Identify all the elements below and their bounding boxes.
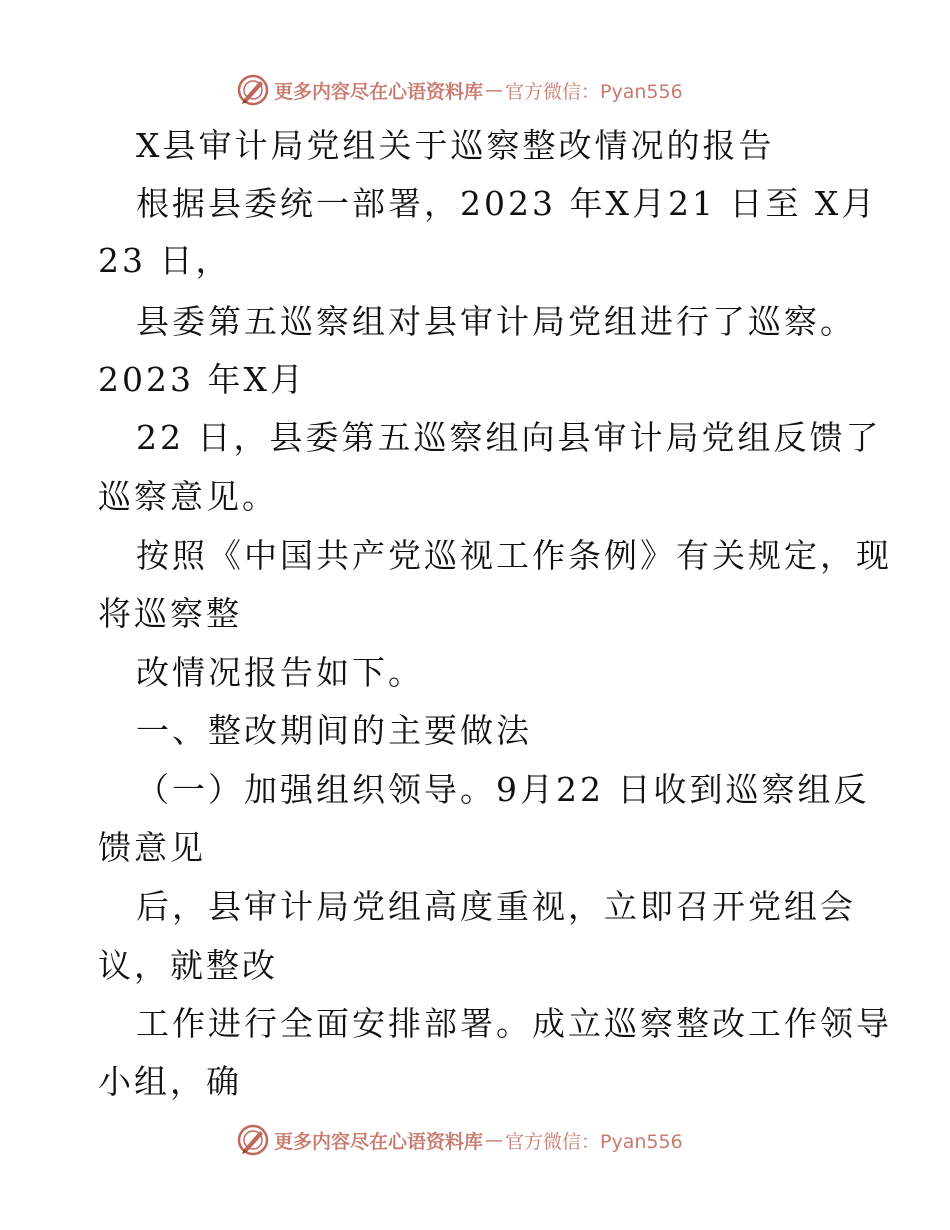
watermark-dash: — [485,79,504,101]
paragraph-line: 22 日，县委第五巡察组向县审计局党组反馈了 [136,418,882,457]
paragraph-line: 小组，确 [98,1062,242,1101]
paragraph-line: 巡察意见。 [98,477,278,516]
paragraph-line: 后，县审计局党组高度重视，立即召开党组会 [136,887,856,926]
pen-logo-icon [236,73,270,107]
paragraph-line: 改情况报告如下。 [136,653,424,692]
paragraph-line: 议，就整改 [98,946,278,985]
watermark-title: 更多内容尽在心语资料库 [274,1130,484,1153]
paragraph-line: 将巡察整 [98,594,242,633]
paragraph-line: （一）加强组织领导。9月22 日收到巡察组反 [136,770,870,809]
document-title: X县审计局党组关于巡察整改情况的报告 [136,126,775,165]
watermark-footer [236,1123,683,1157]
watermark-title: 更多内容尽在心语资料库 [274,80,484,103]
paragraph-line: 根据县委统一部署，2023 年X月21 日至 X月 [136,184,878,223]
section-heading: 一、整改期间的主要做法 [136,711,532,750]
watermark-contact: 官方微信：Pyan556 [505,80,683,103]
pen-logo-icon [236,1123,270,1157]
watermark-dash: — [485,1129,504,1151]
paragraph-line: 县委第五巡察组对县审计局党组进行了巡察。 [136,302,856,341]
watermark-header [236,73,683,107]
watermark-contact: 官方微信：Pyan556 [505,1130,683,1153]
paragraph-line: 23 日， [98,241,232,280]
paragraph-line: 馈意见 [98,828,206,867]
paragraph-line: 工作进行全面安排部署。成立巡察整改工作领导 [136,1004,892,1043]
paragraph-line: 按照《中国共产党巡视工作条例》有关规定，现 [136,536,892,575]
paragraph-line: 2023 年X月 [98,360,306,399]
